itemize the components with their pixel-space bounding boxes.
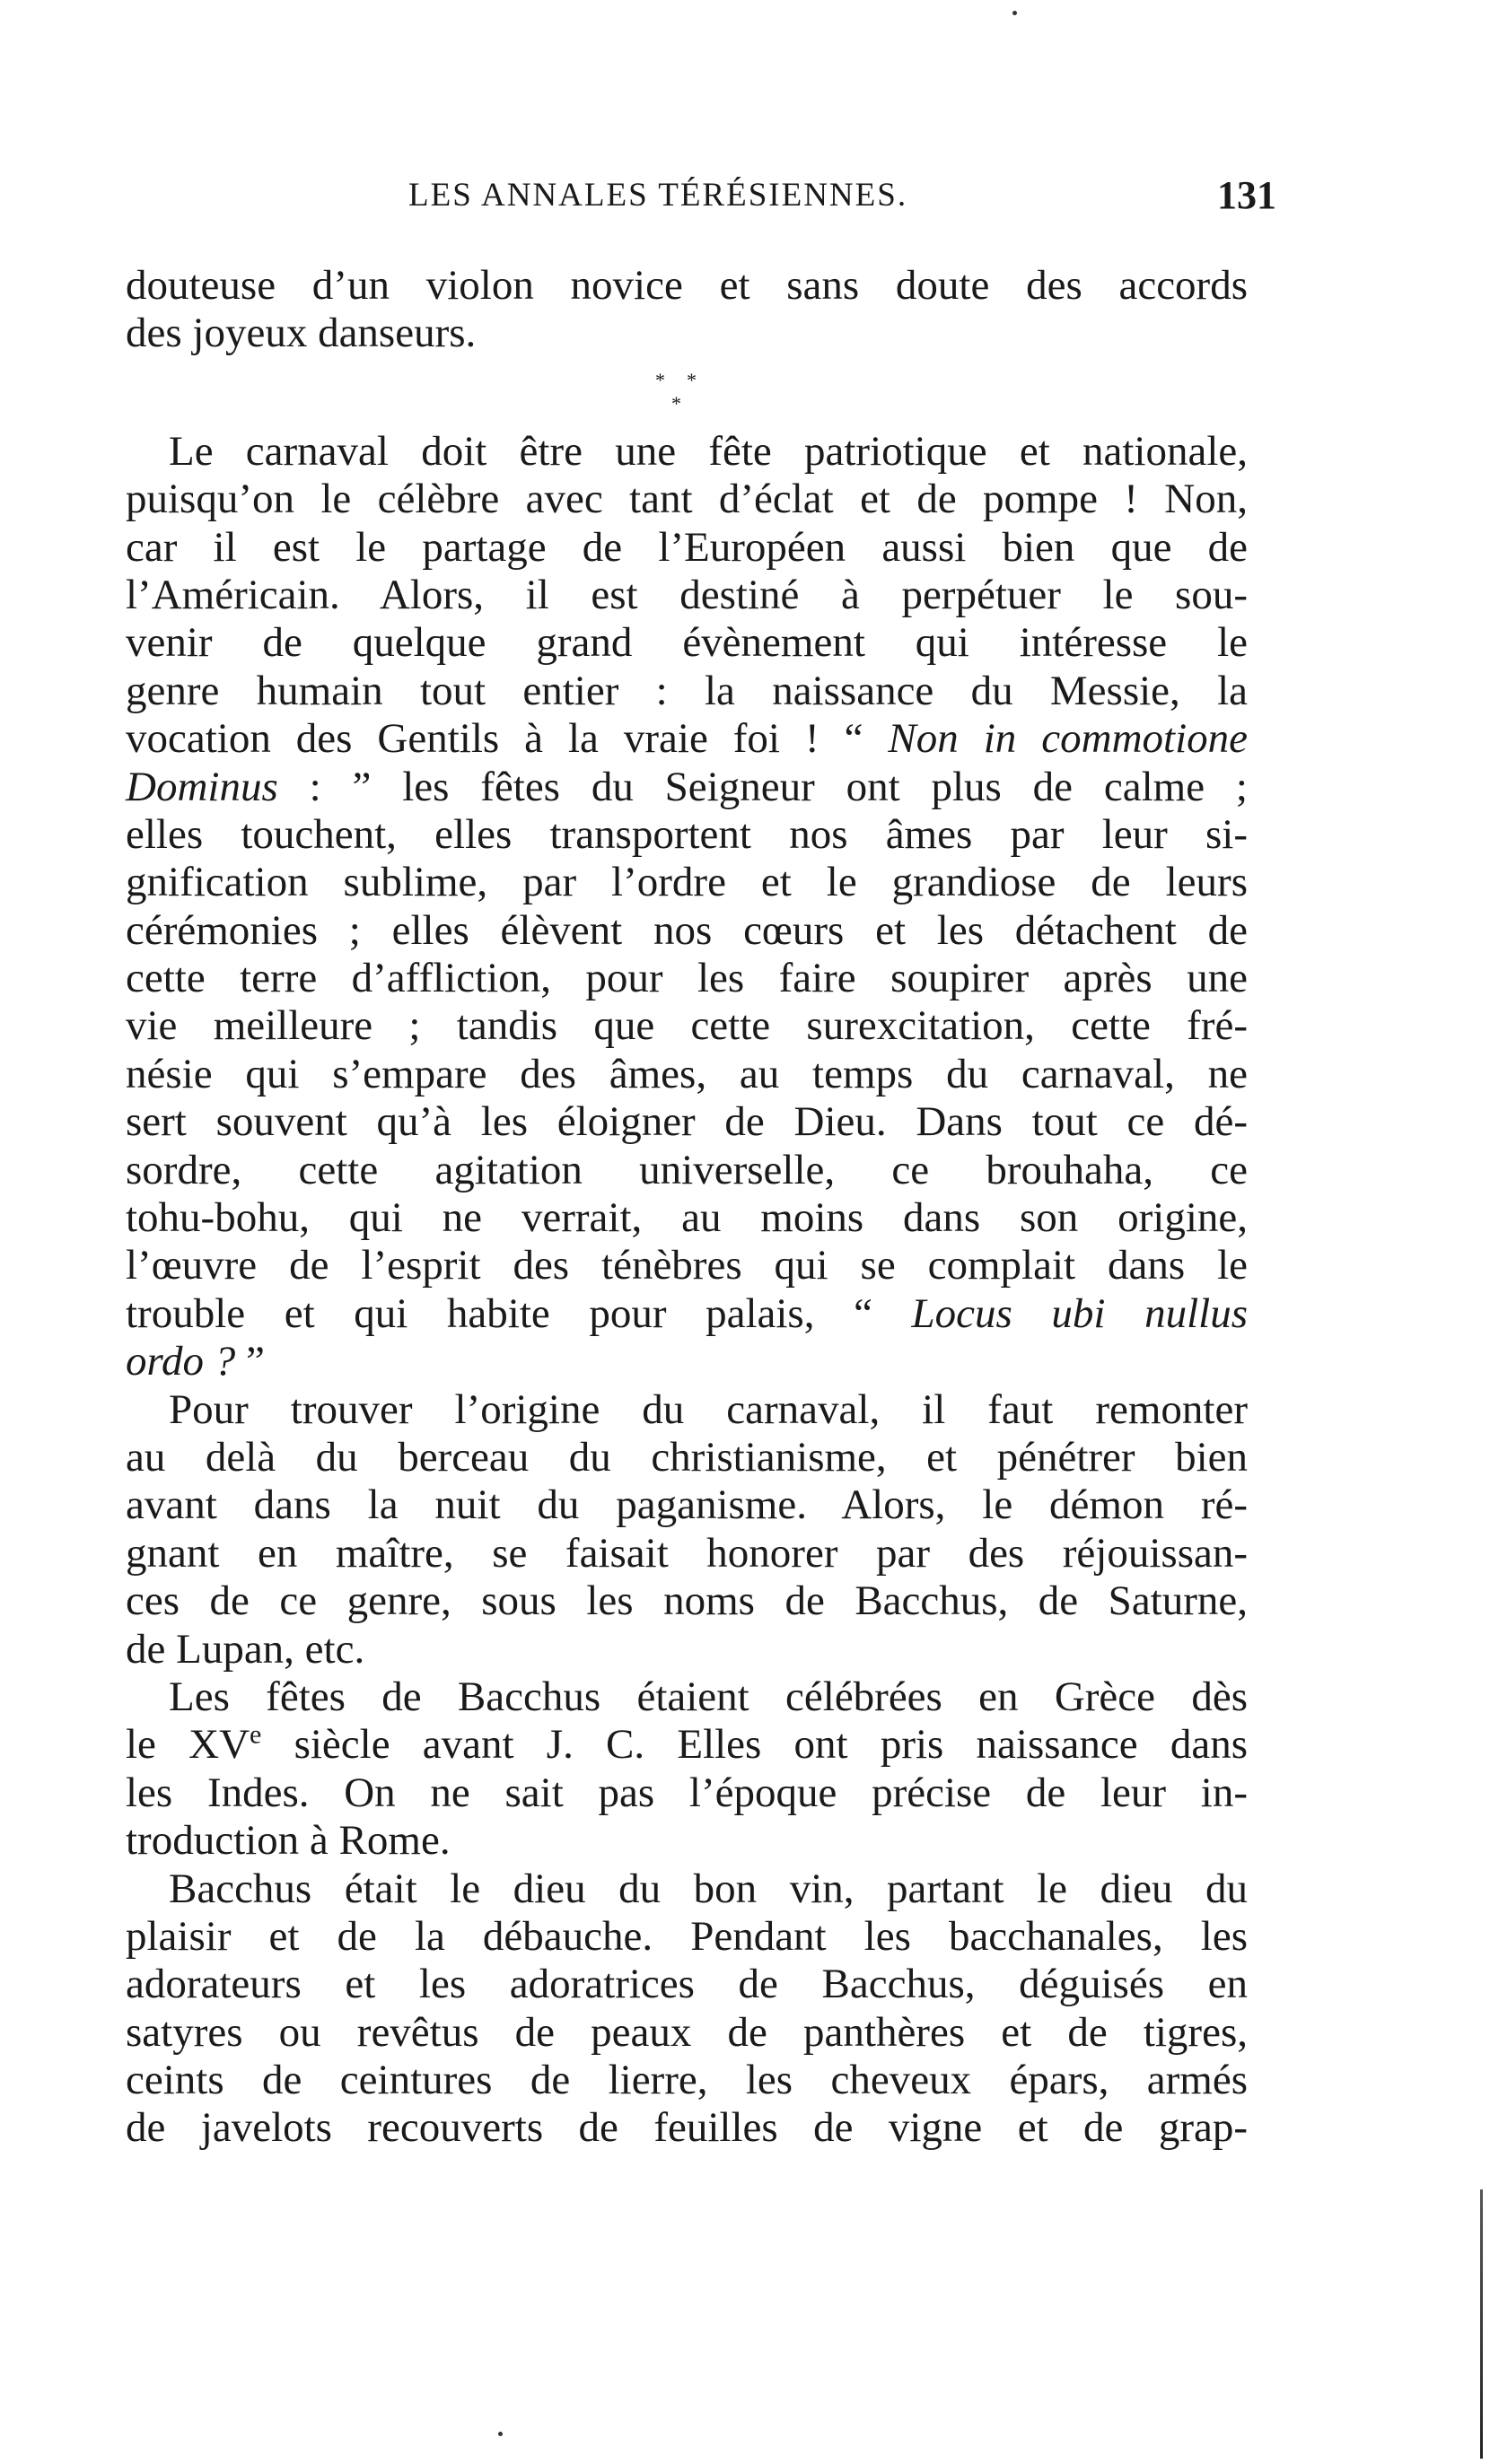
asterism-star: *: [655, 368, 665, 391]
italic-text: ordo ?: [126, 1338, 236, 1385]
text-line: de Lupan, etc.: [126, 1625, 365, 1673]
text-line: l’Américain. Alors, il est destiné à perpétuer le sou-: [126, 571, 1248, 618]
text-line: les Indes. On ne sait pas l’époque précise de leur in-: [126, 1769, 1248, 1816]
text-line: Les fêtes de Bacchus étaient célébrées en Grèce dès: [169, 1673, 1248, 1720]
text-line: ceints de ceintures de lierre, les cheveux épars, armés: [126, 2057, 1248, 2104]
page-header: [126, 173, 1276, 230]
asterism-star: *: [671, 391, 681, 415]
text-line: Pour trouver l’origine du carnaval, il faut remonter: [169, 1385, 1248, 1433]
text-line: au delà du berceau du christianisme, et pénétrer bien: [126, 1433, 1248, 1481]
text-span: vocation des Gentils à la vraie foi ! “: [126, 715, 889, 763]
text-line: vie meilleure ; tandis que cette surexcitation, cette fré-: [126, 1002, 1248, 1050]
text-line: nésie qui s’empare des âmes, au temps du carnaval, ne: [126, 1050, 1248, 1097]
text-line: tohu-bohu, qui ne verrait, au moins dans son origine,: [126, 1194, 1248, 1242]
text-line: [126, 715, 1248, 763]
scan-speck: [498, 2432, 503, 2436]
italic-text: Dominus: [126, 763, 278, 810]
margin-scan-mark: [1480, 2189, 1483, 2459]
text-line: gnification sublime, par l’ordre et le grandiose de leurs: [126, 859, 1248, 906]
text-line: l’œuvre de l’esprit des ténèbres qui se complait dans le: [126, 1242, 1248, 1289]
text-line: elles touchent, elles transportent nos âmes par leur si-: [126, 810, 1248, 858]
running-title: LES ANNALES TÉRÉSIENNES.: [408, 177, 908, 214]
text-line: cérémonies ; elles élèvent nos cœurs et les détachent de: [126, 906, 1248, 954]
text-line: Le carnaval doit être une fête patriotique et nationale,: [169, 427, 1248, 475]
text-line: plaisir et de la débauche. Pendant les bacchanales, les: [126, 1912, 1248, 1960]
text-line: car il est le partage de l’Européen aussi bien que de: [126, 523, 1248, 571]
scan-speck: [1012, 11, 1017, 15]
body-text: [126, 262, 1248, 2153]
text-span: ”: [235, 1338, 265, 1385]
text-span: siècle avant J. C. Elles ont pris naissance dans: [261, 1721, 1248, 1769]
text-line: adorateurs et les adoratrices de Bacchus, déguisés en: [126, 1961, 1248, 2008]
text-line: genre humain tout entier : la naissance du Messie, la: [126, 667, 1248, 714]
text-line: [126, 1338, 1248, 1385]
text-line: [126, 764, 1248, 811]
text-line: [126, 1721, 1248, 1769]
text-line: venir de quelque grand évènement qui intéresse le: [126, 619, 1248, 667]
text-span: le XV: [126, 1721, 250, 1769]
text-line: puisqu’on le célèbre avec tant d’éclat et de pompe ! Non,: [126, 476, 1248, 523]
text-span: trouble et qui habite pour palais, “: [126, 1289, 912, 1337]
text-line: satyres ou revêtus de peaux de panthères et de tigres,: [126, 2008, 1248, 2056]
text-line: sert souvent qu’à les éloigner de Dieu. Dans tout ce dé-: [126, 1098, 1248, 1146]
text-line: sordre, cette agitation universelle, ce brouhaha, ce: [126, 1146, 1248, 1193]
text-line: cette terre d’affliction, pour les faire soupirer après une: [126, 955, 1248, 1002]
text-line: avant dans la nuit du paganisme. Alors, le démon ré-: [126, 1481, 1248, 1529]
text-line: de javelots recouverts de feuilles de vigne et de grap-: [126, 2104, 1248, 2152]
text-line: troduction à Rome.: [126, 1817, 451, 1865]
text-line: ces de ce genre, sous les noms de Bacchus, de Saturne,: [126, 1577, 1248, 1625]
superscript: e: [250, 1719, 262, 1750]
asterism-star: *: [687, 368, 697, 391]
italic-text: Locus ubi nullus: [911, 1289, 1248, 1337]
text-span: : ” les fêtes du Seigneur ont plus de calme ;: [277, 763, 1248, 810]
italic-text: Non in commotione: [888, 715, 1248, 763]
text-line: des joyeux danseurs.: [126, 310, 477, 357]
asterism: [126, 358, 1248, 428]
text-line: [126, 1290, 1248, 1338]
page-number: 131: [1217, 173, 1276, 217]
text-line: gnant en maître, se faisait honorer par des réjouissan-: [126, 1529, 1248, 1577]
text-line: douteuse d’un violon novice et sans doute des accords: [126, 262, 1248, 309]
text-line: Bacchus était le dieu du bon vin, partant le dieu du: [169, 1865, 1248, 1912]
